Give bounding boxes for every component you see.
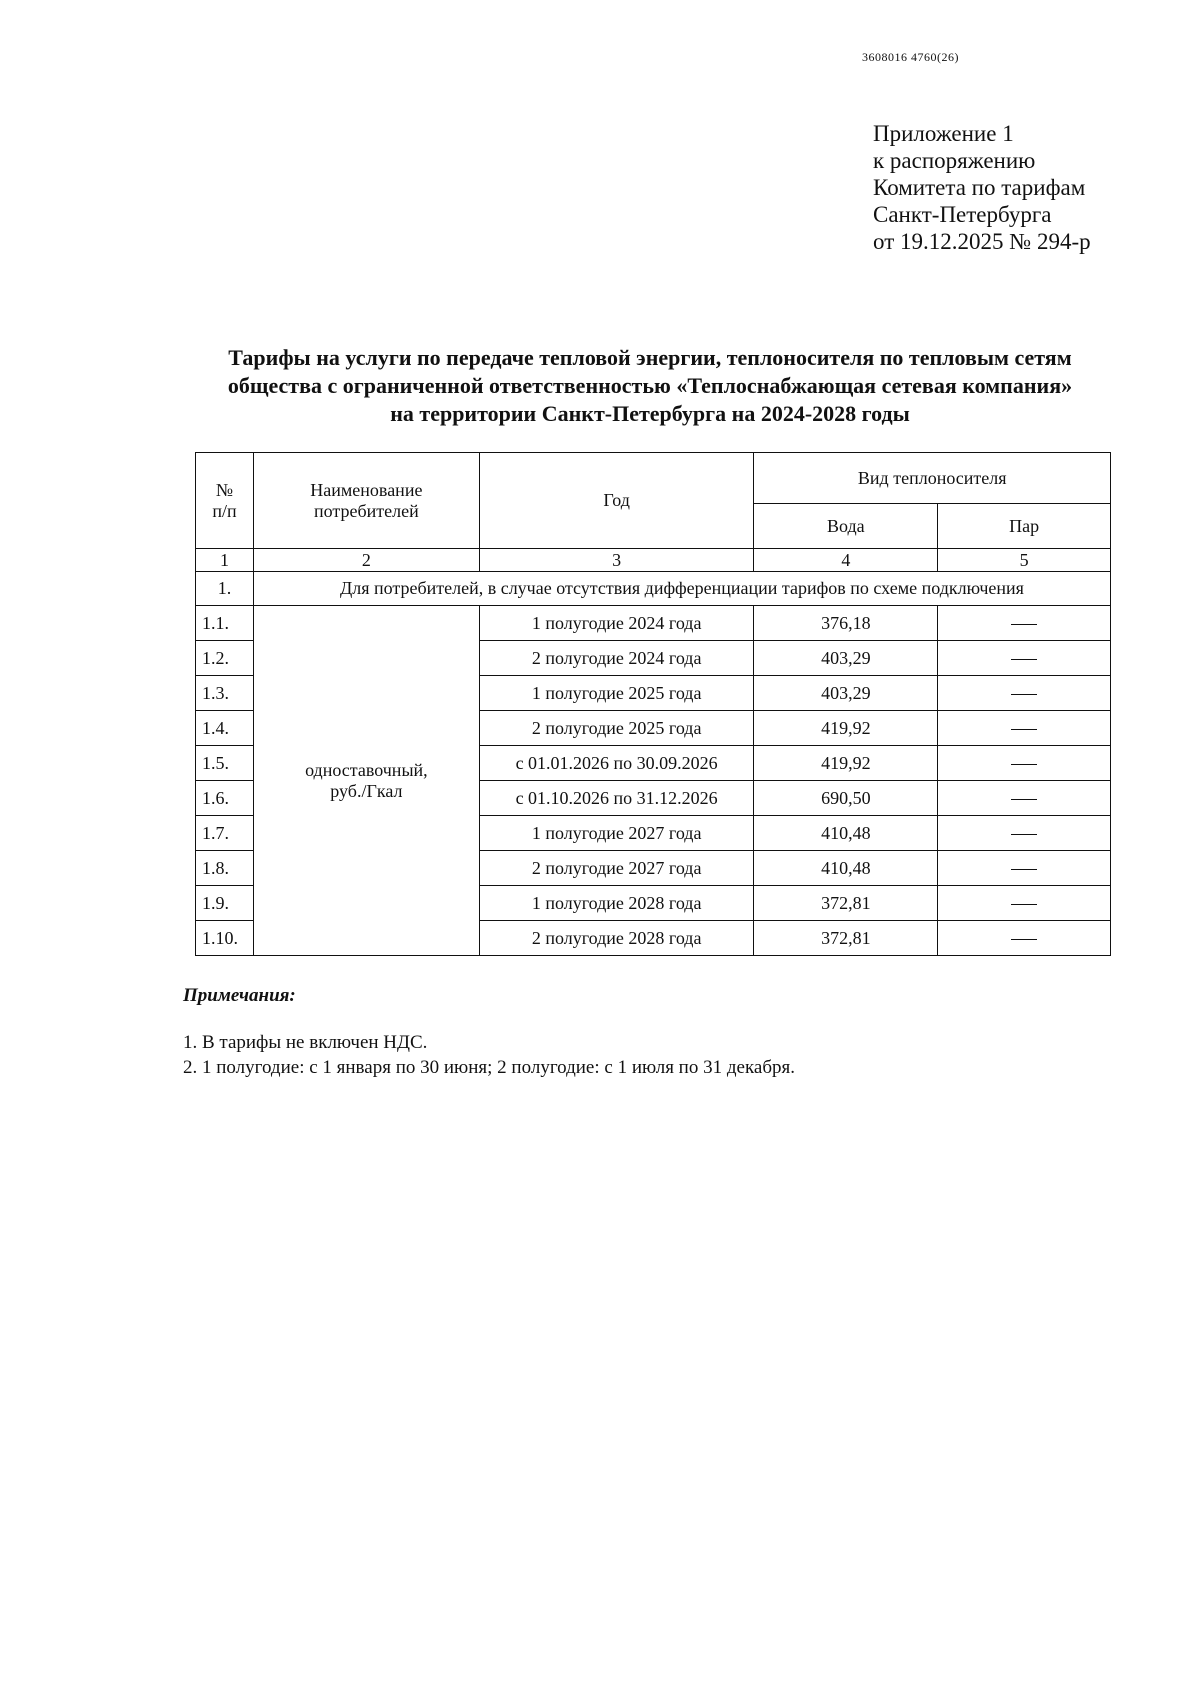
row-num: 1.8. <box>196 851 254 886</box>
row-num: 1.1. <box>196 606 254 641</box>
row-water: 410,48 <box>754 851 938 886</box>
title-line: общества с ограниченной ответственностью «Теплоснабжающая сетевая компания» <box>227 373 1073 398</box>
dash <box>1011 624 1037 625</box>
table-row <box>196 606 1111 641</box>
note-item: 1. В тарифы не включен НДС. <box>183 1032 428 1053</box>
row-period: 2 полугодие 2025 года <box>479 711 754 746</box>
row-period: с 01.01.2026 по 30.09.2026 <box>479 746 754 781</box>
row-period: 2 полугодие 2027 года <box>479 851 754 886</box>
index-cell: 5 <box>938 549 1111 572</box>
appendix-line: Приложение 1 <box>873 121 1014 146</box>
row-steam <box>938 886 1111 921</box>
title-line: на территории Санкт-Петербурга на 2024-2028 годы <box>390 401 910 426</box>
row-num: 1.6. <box>196 781 254 816</box>
index-cell: 1 <box>196 549 254 572</box>
dash <box>1011 869 1037 870</box>
dash <box>1011 694 1037 695</box>
row-num: 1.4. <box>196 711 254 746</box>
row-steam <box>938 606 1111 641</box>
row-steam <box>938 746 1111 781</box>
title-line: Тарифы на услуги по передаче тепловой энергии, теплоносителя по тепловым сетям <box>228 345 1072 370</box>
index-cell: 2 <box>253 549 479 572</box>
row-steam <box>938 816 1111 851</box>
appendix-line: Комитета по тарифам <box>873 175 1086 200</box>
row-num: 1.2. <box>196 641 254 676</box>
tariff-table <box>195 452 1111 956</box>
appendix-block <box>873 120 1091 255</box>
row-steam <box>938 641 1111 676</box>
appendix-line: от 19.12.2025 № 294-р <box>873 229 1091 254</box>
row-period: 1 полугодие 2028 года <box>479 886 754 921</box>
document-title <box>180 344 1120 428</box>
row-num: 1.10. <box>196 921 254 956</box>
row-water: 403,29 <box>754 641 938 676</box>
row-water: 419,92 <box>754 711 938 746</box>
appendix-line: Санкт-Петербурга <box>873 202 1052 227</box>
notes-list <box>183 1030 795 1080</box>
consumer-label: одноставочный, руб./Гкал <box>253 606 479 956</box>
row-period: 1 полугодие 2025 года <box>479 676 754 711</box>
row-water: 376,18 <box>754 606 938 641</box>
row-steam <box>938 711 1111 746</box>
row-period: 2 полугодие 2028 года <box>479 921 754 956</box>
row-water: 410,48 <box>754 816 938 851</box>
row-num: 1.5. <box>196 746 254 781</box>
row-steam <box>938 676 1111 711</box>
dash <box>1011 729 1037 730</box>
document-code: 3608016 4760(26) <box>862 50 959 64</box>
row-water: 372,81 <box>754 921 938 956</box>
index-cell: 3 <box>479 549 754 572</box>
row-period: с 01.10.2026 по 31.12.2026 <box>479 781 754 816</box>
row-period: 2 полугодие 2024 года <box>479 641 754 676</box>
row-num: 1.3. <box>196 676 254 711</box>
row-steam <box>938 921 1111 956</box>
row-num: 1.7. <box>196 816 254 851</box>
index-cell: 4 <box>754 549 938 572</box>
header-water: Вода <box>754 504 938 549</box>
header-carrier: Вид теплоносителя <box>754 453 1111 504</box>
row-steam <box>938 851 1111 886</box>
dash <box>1011 939 1037 940</box>
section-num: 1. <box>196 572 254 606</box>
dash <box>1011 904 1037 905</box>
row-water: 419,92 <box>754 746 938 781</box>
notes-title: Примечания: <box>183 985 296 1006</box>
dash <box>1011 764 1037 765</box>
dash <box>1011 834 1037 835</box>
row-water: 403,29 <box>754 676 938 711</box>
row-period: 1 полугодие 2024 года <box>479 606 754 641</box>
header-year: Год <box>479 453 754 549</box>
header-steam: Пар <box>938 504 1111 549</box>
dash <box>1011 659 1037 660</box>
dash <box>1011 799 1037 800</box>
header-num: № п/п <box>196 453 254 549</box>
row-steam <box>938 781 1111 816</box>
section-label: Для потребителей, в случае отсутствия дифференциации тарифов по схеме подключения <box>253 572 1110 606</box>
row-num: 1.9. <box>196 886 254 921</box>
appendix-line: к распоряжению <box>873 148 1036 173</box>
row-water: 690,50 <box>754 781 938 816</box>
row-water: 372,81 <box>754 886 938 921</box>
note-item: 2. 1 полугодие: с 1 января по 30 июня; 2 полугодие: с 1 июля по 31 декабря. <box>183 1057 795 1078</box>
row-period: 1 полугодие 2027 года <box>479 816 754 851</box>
header-consumers: Наименование потребителей <box>253 453 479 549</box>
